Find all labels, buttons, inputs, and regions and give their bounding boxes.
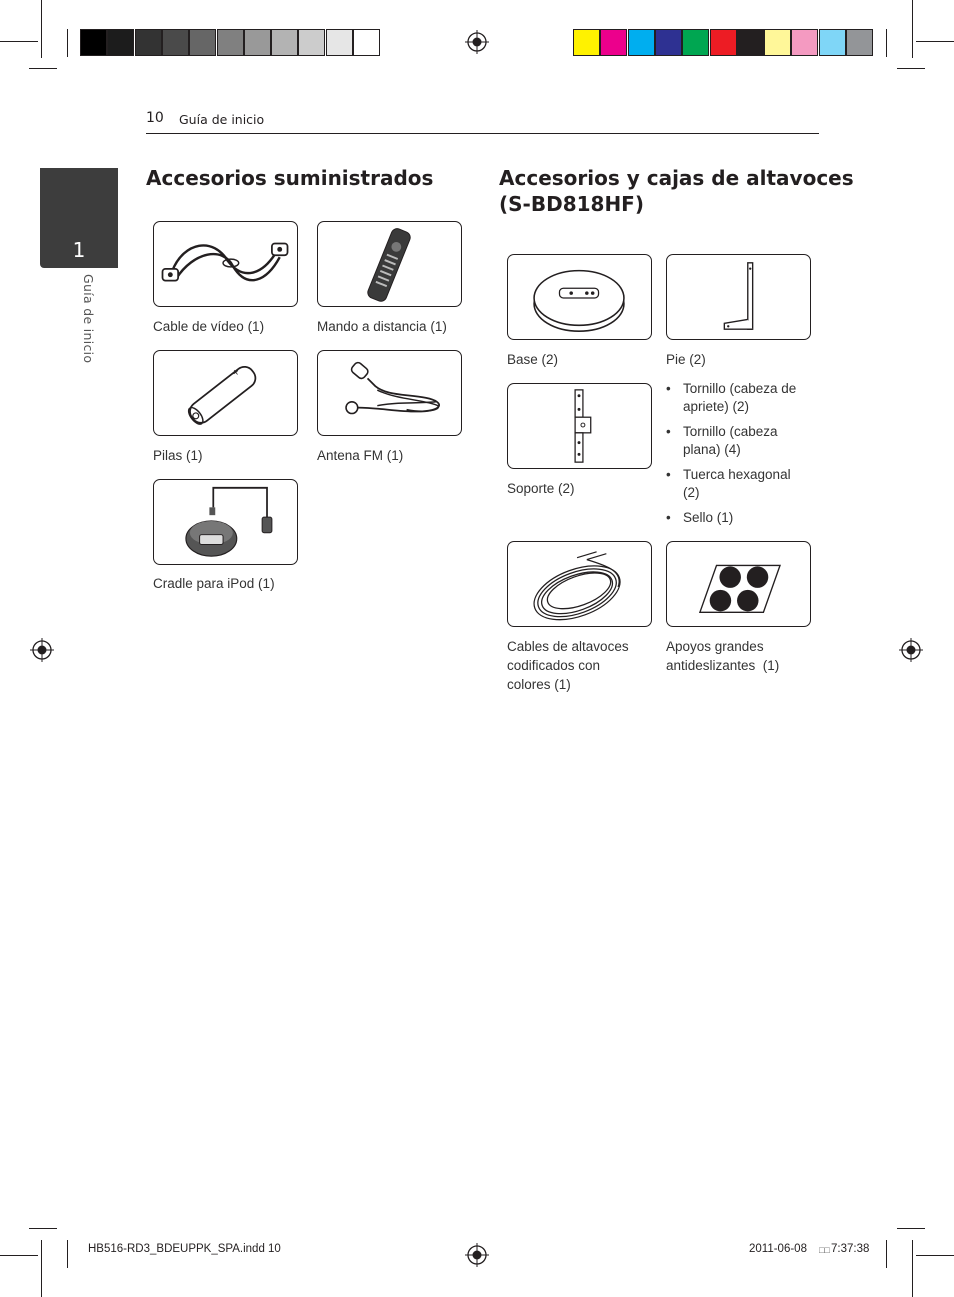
section-heading-line2: (S-BD818HF) [499, 192, 644, 216]
crop-mark [67, 29, 68, 57]
calibration-swatch [791, 29, 818, 56]
item-caption: Cable de vídeo (1) [153, 319, 265, 334]
calibration-swatch [326, 29, 353, 56]
crop-mark [912, 0, 913, 58]
calibration-swatch [135, 29, 162, 56]
bullet-item: • Tornillo (cabeza plana) (4) [666, 423, 816, 459]
registration-mark-icon [30, 638, 54, 662]
bracket-figure [507, 383, 652, 469]
bullet-item: • Tornillo (cabeza de apriete) (2) [666, 380, 816, 416]
crop-mark [0, 41, 38, 42]
remote-control-icon [318, 222, 461, 306]
hardware-bullet-list [666, 380, 816, 534]
non-slip-pads-figure [666, 541, 811, 627]
page-number: 10 [146, 110, 164, 126]
calibration-swatch [189, 29, 216, 56]
crop-mark [29, 1228, 57, 1229]
header-rule [146, 133, 819, 134]
battery-figure [153, 350, 298, 436]
calibration-swatch [298, 29, 325, 56]
chapter-side-label: Guía de inicio [81, 274, 96, 364]
calibration-swatch [162, 29, 189, 56]
video-cable-figure [153, 221, 298, 307]
calibration-swatch [682, 29, 709, 56]
calibration-swatch [80, 29, 107, 56]
section-heading: Accesorios suministrados [146, 166, 434, 190]
calibration-swatch [600, 29, 627, 56]
ipod-cradle-icon [154, 480, 297, 564]
crop-mark [41, 0, 42, 58]
section-heading-line1: Accesorios y cajas de altavoces [499, 166, 854, 190]
crop-mark [0, 1255, 38, 1256]
calibration-swatch [710, 29, 737, 56]
battery-icon [154, 351, 297, 435]
registration-mark-icon [465, 1243, 489, 1267]
calibration-swatch [846, 29, 873, 56]
bullet-item: • Tuerca hexagonal (2) [666, 466, 816, 502]
calibration-swatch [628, 29, 655, 56]
calibration-swatch [217, 29, 244, 56]
fm-antenna-icon [318, 351, 461, 435]
calibration-swatch [107, 29, 134, 56]
item-caption: Mando a distancia (1) [317, 319, 447, 334]
crop-mark [29, 68, 57, 69]
calibration-swatch [244, 29, 271, 56]
calibration-swatch [655, 29, 682, 56]
item-caption: Base (2) [507, 352, 559, 367]
calibration-swatch [819, 29, 846, 56]
chapter-number: 1 [72, 238, 86, 262]
item-caption: Cradle para iPod (1) [153, 576, 275, 591]
footer-date: 2011-06-08 [749, 1243, 807, 1255]
fm-antenna-figure [317, 350, 462, 436]
speaker-cables-figure [507, 541, 652, 627]
remote-control-figure [317, 221, 462, 307]
registration-mark-icon [899, 638, 923, 662]
registration-mark-icon [465, 30, 489, 54]
bullet-item: • Sello (1) [666, 509, 816, 527]
crop-mark [916, 1255, 954, 1256]
crop-mark [886, 1240, 887, 1268]
calibration-swatch [271, 29, 298, 56]
non-slip-pads-icon [667, 542, 810, 626]
item-caption-multiline: Cables de altavoces codificados con colores (1) [507, 639, 629, 692]
running-header: Guía de inicio [179, 112, 265, 127]
svg-text:+: + [230, 366, 243, 380]
item-caption-multiline: Apoyos grandes antideslizantes (1) [666, 639, 780, 673]
item-caption: Antena FM (1) [317, 448, 404, 463]
speaker-cables-icon [508, 542, 651, 626]
ipod-cradle-figure [153, 479, 298, 565]
crop-mark [916, 41, 954, 42]
calibration-swatch [737, 29, 764, 56]
item-caption: Soporte (2) [507, 481, 575, 496]
crop-mark [912, 1240, 913, 1297]
base-figure [507, 254, 652, 340]
crop-mark [886, 29, 887, 57]
calibration-swatch [573, 29, 600, 56]
calibration-swatch [353, 29, 380, 56]
crop-mark [67, 1240, 68, 1268]
footer-time: 7:37:38 [831, 1243, 870, 1255]
crop-mark [897, 1228, 925, 1229]
item-caption: Pilas (1) [153, 448, 203, 463]
footer-time-prefix: □□ [819, 1245, 830, 1255]
crop-mark [41, 1240, 42, 1297]
bracket-icon [508, 384, 651, 468]
stand-figure [666, 254, 811, 340]
video-cable-icon [154, 222, 297, 306]
crop-mark [897, 68, 925, 69]
calibration-swatch [764, 29, 791, 56]
item-caption: Pie (2) [666, 352, 706, 367]
base-icon [508, 255, 651, 339]
footer-filename: HB516-RD3_BDEUPPK_SPA.indd 10 [88, 1243, 281, 1255]
stand-icon [667, 255, 810, 339]
